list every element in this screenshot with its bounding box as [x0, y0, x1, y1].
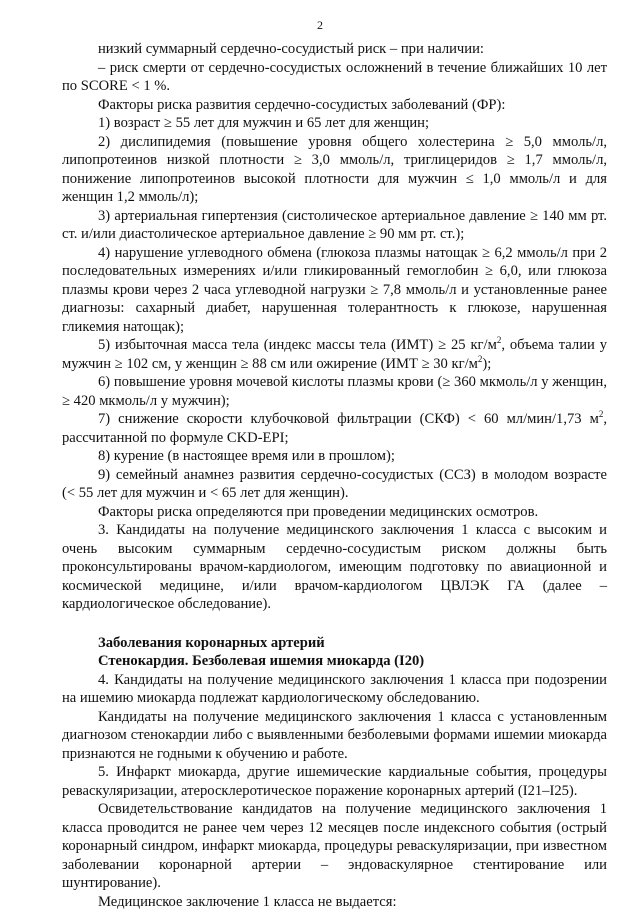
- gfr-text-a: 7) снижение скорости клубочковой фильтрации (СКФ) < 60 мл/мин/1,73 м: [98, 411, 599, 427]
- paragraph-not-issued: Медицинское заключение 1 класса не выдается:: [62, 893, 607, 911]
- paragraph-examination-timing: Освидетельствование кандидатов на получение медицинского заключения 1 класса проводится не ранее чем через 12 месяцев после индексного события (острый коронарный синдром, инфаркт миокарда, процедуры реваскуляризации, при известном заболевании коронарной артерии – эндоваскулярное стентирование или шунтирование).: [62, 800, 607, 893]
- paragraph-factor-glucose: 4) нарушение углеводного обмена (глюкоза плазмы натощак ≥ 6,2 ммоль/л при 2 последовательных измерениях и/или гликированный гемоглобин ≥ 6,0, или глюкоза плазмы крови через 2 часа углеводной нагрузки ≥ 7,8 ммоль/л и установленные ранее диагнозы: сахарный диабет, нарушенная толерантность к глюкозе, нарушенная гликемия натощак);: [62, 244, 607, 337]
- paragraph-item-5: 5. Инфаркт миокарда, другие ишемические кардиальные события, процедуры реваскуляризации, атеросклеротическое поражение коронарных артерий (I21–I25).: [62, 763, 607, 800]
- paragraph-factor-family-history: 9) семейный анамнез развития сердечно-сосудистых (ССЗ) в молодом возрасте (< 55 лет для мужчин и < 65 лет для женщин).: [62, 466, 607, 503]
- paragraph-factor-bmi: [62, 336, 607, 373]
- bmi-text-c: );: [482, 356, 491, 372]
- paragraph-factor-age: 1) возраст ≥ 55 лет для мужчин и 65 лет для женщин;: [62, 114, 607, 133]
- paragraph-factor-hypertension: 3) артериальная гипертензия (систолическое артериальное давление ≥ 140 мм рт. ст. и/или диастолическое артериальное давление ≥ 90 мм рт. ст.);: [62, 207, 607, 244]
- section-heading: Заболевания коронарных артерий: [62, 634, 607, 653]
- paragraph-low-risk: низкий суммарный сердечно-сосудистый риск – при наличии:: [62, 40, 607, 59]
- paragraph-item-4: 4. Кандидаты на получение медицинского заключения 1 класса при подозрении на ишемию миокарда подлежат кардиологическому обследованию.: [62, 671, 607, 708]
- section-subheading: Стенокардия. Безболевая ишемия миокарда (I20): [62, 652, 607, 671]
- bmi-text-b: , объема талии у мужчин ≥ 102 см, у женщин ≥ 88 см или ожирение (ИМТ ≥ 30 кг/м: [62, 337, 607, 372]
- bmi-sup-1: 2: [497, 335, 502, 345]
- paragraph-factor-smoking: 8) курение (в настоящее время или в прошлом);: [62, 447, 607, 466]
- page-number: 2: [0, 18, 640, 33]
- paragraph-score-risk: – риск смерти от сердечно-сосудистых осложнений в течение ближайших 10 лет по SCORE < 1 %.: [62, 59, 607, 96]
- paragraph-item-3: 3. Кандидаты на получение медицинского заключения 1 класса с высоким и очень высоким суммарным сердечно-сосудистым риском должны быть проконсультированы врачом-кардиологом, имеющим подготовку по авиационной и космической медицине, и/или врачом-кардиологом ЦВЛЭК ГА (далее – кардиологическое обследование).: [62, 521, 607, 614]
- paragraph-factor-uric-acid: 6) повышение уровня мочевой кислоты плазмы крови (≥ 360 мкмоль/л у женщин, ≥ 420 мкмоль/л у мужчин);: [62, 373, 607, 410]
- gfr-text-b: , рассчитанной по формуле CKD-EPI;: [62, 411, 607, 446]
- paragraph-factor-gfr: [62, 410, 607, 447]
- gfr-sup: 2: [599, 409, 604, 419]
- paragraph-risk-factors-title: Факторы риска развития сердечно-сосудистых заболеваний (ФР):: [62, 96, 607, 115]
- document-body: [62, 40, 607, 911]
- paragraph-angina-unfit: Кандидаты на получение медицинского заключения 1 класса с установленным диагнозом стенокардии либо с выявленными безболевыми формами ишемии миокарда признаются не годными к обучению и работе.: [62, 708, 607, 764]
- bmi-text-a: 5) избыточная масса тела (индекс массы тела (ИМТ) ≥ 25 кг/м: [98, 337, 497, 353]
- paragraph-risk-factors-exam: Факторы риска определяются при проведении медицинских осмотров.: [62, 503, 607, 522]
- bmi-sup-2: 2: [478, 354, 483, 364]
- paragraph-factor-dyslipidemia: 2) дислипидемия (повышение уровня общего холестерина ≥ 5,0 ммоль/л, липопротеинов низкой плотности ≥ 3,0 ммоль/л, триглицеридов ≥ 1,7 ммоль/л, понижение липопротеинов высокой плотности для мужчин ≤ 1,0 ммоль/л и для женщин 1,2 ммоль/л);: [62, 133, 607, 207]
